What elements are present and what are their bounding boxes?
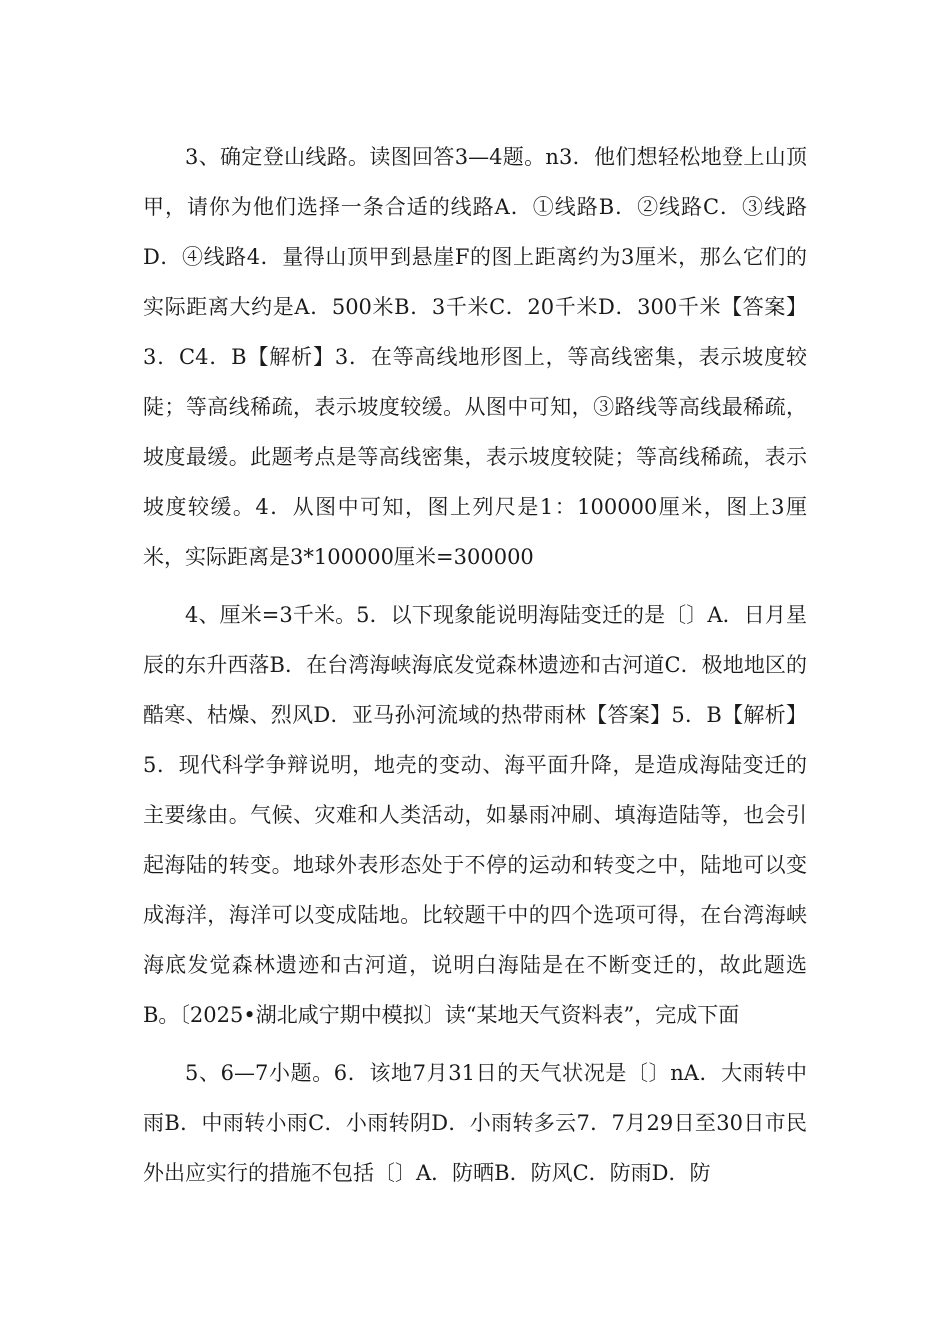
paragraph-1: 3、确定登山线路。读图回答3—4题。n3．他们想轻松地登上山顶甲，请你为他们选择一条合适的线路A．①线路B．②线路C．③线路D．④线路4．量得山顶甲到悬崖F的图上距离约为3厘米，那么它们的实际距离大约是A．500米B．3千米C．20千米D．300千米【答案】3．C4．B【解析】3．在等高线地形图上，等高线密集，表示坡度较陡；等高线稀疏，表示坡度较缓。从图中可知，③路线等高线最稀疏，坡度最缓。此题考点是等高线密集，表示坡度较陡；等高线稀疏，表示坡度较缓。4．从图中可知，图上列尺是1：100000厘米，图上3厘米，实际距离是3*100000厘米=300000	[143, 145, 807, 569]
paragraph-2: 4、厘米=3千米。5．以下现象能说明海陆变迁的是〔〕A．日月星辰的东升西落B．在台湾海峡海底发觉森林遗迹和古河道C．极地地区的酷寒、枯燥、烈风D．亚马孙河流域的热带雨林【答案】5．B【解析】5．现代科学争辩说明，地壳的变动、海平面升降，是造成海陆变迁的主要缘由。气候、灾难和人类活动，如暴雨冲刷、填海造陆等，也会引起海陆的转变。地球外表形态处于不停的运动和转变之中，陆地可以变成海洋，海洋可以变成陆地。比较题干中的四个选项可得，在台湾海峡海底发觉森林遗迹和古河道，说明白海陆是在不断变迁的，故此题选B。〔2025•湖北咸宁期中模拟〕读“某地天气资料表”，完成下面	[143, 603, 807, 1027]
paragraph-3: 5、6—7小题。6．该地7月31日的天气状况是〔〕nA．大雨转中雨B．中雨转小雨C．小雨转阴D．小雨转多云7．7月29日至30日市民外出应实行的措施不包括〔〕A．防晒B．防风C．防雨D．防	[143, 1061, 807, 1185]
document-body	[143, 132, 807, 1198]
